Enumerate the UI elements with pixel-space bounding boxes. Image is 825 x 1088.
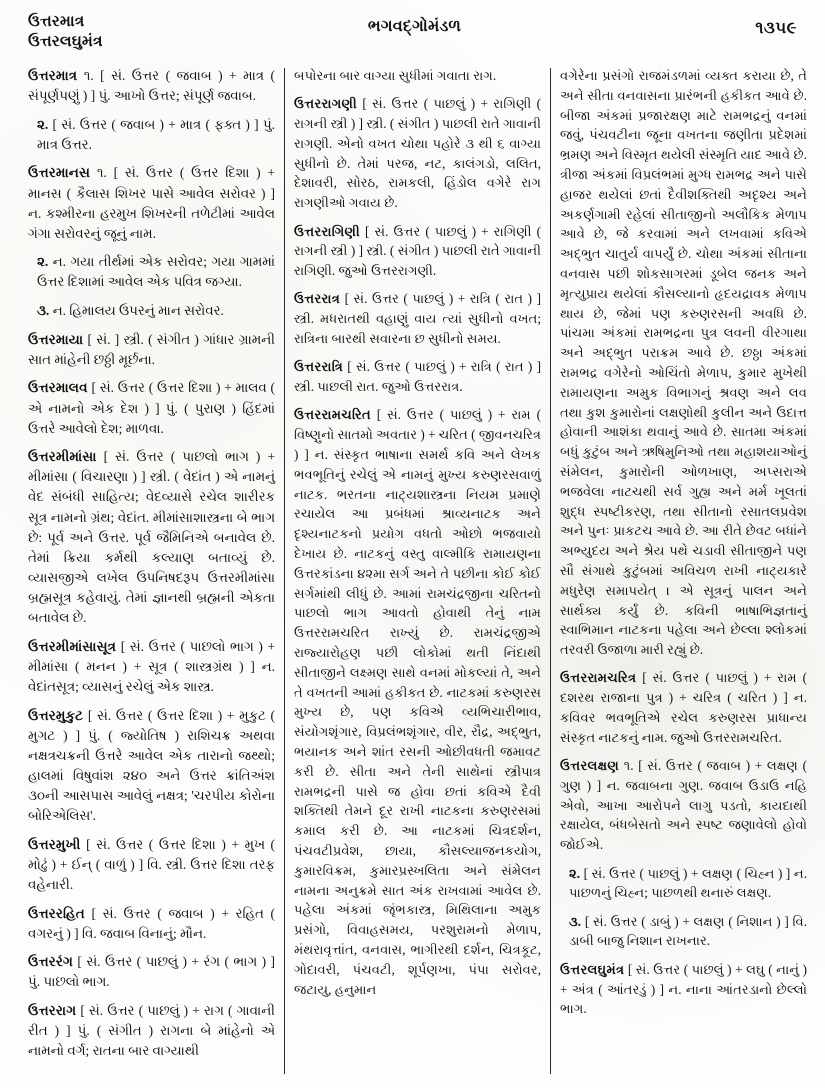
dictionary-entry [294, 357, 541, 397]
dictionary-entry [28, 1001, 275, 1061]
entry-definition: ઉત્તરરહિત [ સં. ઉત્તર ( જવાબ ) + રહિત ( વગરનું ) ] વિ. જવાબ વિનાનું; મૌન. [28, 905, 275, 941]
dictionary-entry [560, 668, 807, 747]
entry-sense: ૩. [ સં. ઉત્તર ( ડાબું ) + લક્ષણ ( નિશાન ) ] વિ. ડાબી બાજુ નિશાન રાખનાર. [569, 913, 807, 949]
entry-definition: ઉત્તરમાનસ ૧. [ સં. ઉત્તર ( ઉત્તર દિશા ) + માનસ ( કૈલાસ શિખર પાસે આવેલ સરોવર ) ] ન. કશ્મીરના હરમુખ શિખરની તળેટીમાં આવેલ ગંગા સરોવરનું જૂનું નામ. [28, 165, 275, 241]
sense-number: ૨. [569, 865, 581, 881]
entry-headword: ઉત્તરરાગિણી [294, 223, 360, 239]
entry-definition: ઉત્તરમુકુટ [ સં. ઉત્તર ( ઉત્તર દિશા ) + મુકુટ ( મુગટ ) ] પું. ( જ્યોતિષ ) રાશિચક્ર અથવા નક્ષત્રચક્રની ઉત્તરે આવેલ એક તારાનો જથ્થો; હાલમાં વિષુવાંશ ૨૪૦ અને ઉત્તર ક્રાંતિઅંશ ૩૦ની આસપાસ આવેલું નક્ષત્ર; 'ચરપીય કોરોના બોરિએલિસ'. [28, 707, 275, 824]
dictionary-entry [28, 447, 275, 628]
book-title: ભગવદ્ગોમંડળ [367, 18, 462, 35]
page-header [18, 10, 811, 66]
entry-definition: ઉત્તરરાગણી [ સં. ઉત્તર ( પાછલું ) + રાગિણી ( રાગની સ્ત્રી ) ] સ્ત્રી. ( સંગીત ) પાછલી રાતે ગાવાની રાગણી. એનો વખત ચોથા પહોરે ૩ થી ૬ વાગ્યા સુધીનો છે. તેમાં પરજ, નટ, કાલંગડો, લલિત, દેશાવરી, સોરઠ, રામકલી, હિંડોલ વગેરે રાગ રાગણીઓ ગવાય છે. [294, 96, 541, 211]
column-1 [18, 66, 284, 1080]
dictionary-entry [28, 904, 275, 944]
column-2 [285, 66, 550, 1080]
page-number: ૧૩૫૯ [755, 18, 797, 37]
sense-number: ૨. [37, 254, 49, 270]
dictionary-entry [28, 66, 275, 155]
entry-sense: ૨. ન. ગયા તીર્થમાં એક સરોવર; ગયા ગામમાં ઉત્તર દિશામાં આવેલ એક પવિત્ર જગ્યા. [37, 254, 275, 290]
entry-headword: ઉત્તરરામચરિત્ર [560, 670, 637, 686]
dictionary-entry [28, 378, 275, 438]
dictionary-entry [560, 756, 807, 951]
entry-definition: ઉત્તરમાલવ [ સં. ઉત્તર ( ઉત્તર દિશા ) + માલવ ( એ નામનો એક દેશ ) ] પું. ( પુરાણ ) હિંદમાં ઉત્તરે આવેલો દેશ; માળવા. [28, 380, 275, 436]
entry-headword: ઉત્તરમાનસ [28, 165, 91, 181]
entry-definition: ઉત્તરમાયા [ સં. ] સ્ત્રી. ( સંગીત ) ગાંધાર ગ્રામની સાત માંહેની છઠ્ઠી મૂર્છના. [28, 331, 275, 367]
dictionary-entry [28, 637, 275, 697]
column-container [18, 66, 811, 1080]
sense-number: ૩. [37, 303, 50, 319]
entry-headword: ઉત્તરરહિત [28, 905, 85, 921]
entry-headword: ઉત્તરમુકુટ [28, 707, 84, 723]
entry-headword: ઉત્તરરાત્ર [294, 291, 341, 307]
entry-definition: ઉત્તરરાગ [ સં. ઉત્તર ( પાછલું ) + રાગ ( ગાવાની રીત ) ] પું. ( સંગીત ) રાગના બે માંહેનો એ નામનો વર્ગ; રાતના બાર વાગ્યાથી [28, 1002, 275, 1059]
sense-number: ૨. [37, 116, 49, 132]
entry-definition: ઉત્તરરંગ [ સં. ઉત્તર ( પાછલું ) + રંગ ( ભાગ ) ] પું. પાછલો ભાગ. [28, 954, 275, 990]
entry-definition: ઉત્તરરામચરિત [ સં. ઉત્તર ( પાછલું ) + રામ ( વિષ્ણુનો સાતમો અવતાર ) + ચરિત ( જીવનચરિત્ર ) ] ન. સંસ્કૃત ભાષાના સમર્થ કવિ અને લેખક ભવભૂતિનું રચેલું એ નામનું મુખ્ય કરુણરસવાળું નાટક. ભરતના નાટ્યશાસ્ત્રના નિયમ પ્રમાણે રચાયેલ આ પ્રબંધમાં શ્રાવ્યનાટક અને દૃશ્યનાટકનો પ્રયોગ વધતો ઓછો ભજવાયો દેખાય છે. નાટકનું વસ્તુ વાલ્મીકિ રામાયણના ઉત્તરકાંડના ૪૨મા સર્ગ અને તે પછીના કોઈ કોઈ સર્ગમાંથી લીધું છે. આમાં રામચંદ્રજીના ચરિતનો પાછલો ભાગ આવતો હોવાથી તેનું નામ ઉત્તરરામચરિત રાખ્યું છે. રામચંદ્રજીએ રાજ્યારોહણ પછી લોકોમાં થતી નિંદાથી સીતાજીને લક્ષ્મણ સાથે વનમાં મોકલ્યાં તે, અને તે વખતની આમાં હકીકત છે. નાટકમાં કરુણરસ મુખ્ય છે, પણ કવિએ વ્યભિચારીભાવ, સંયોગશૃંગાર, વિપ્રલંભશૃંગાર, વીર, રૌદ્ર, અદ્ભુત, ભયાનક અને શાંત રસની ઓછીવધતી જમાવટ કરી છે. સીતા અને તેની સાથેનાં સ્ત્રીપાત્ર રામભદ્રની પાસે જ હોવા છતાં કવિએ દૈવી શક્તિથી તેમને દૂર રાખી નાટકના કરુણરસમાં કમાલ કરી છે. આ નાટકમાં ચિત્રદર્શન, પંચવટીપ્રવેશ, છાયા, કૌસલ્યાજનકયોગ, કુમારવિક્રમ, કુમારપ્રસ્ખલિતા અને સંમેલન નામના અનુક્રમે સાત અંક રાખવામાં આવેલ છે. પહેલા અંકમાં જૃંભકાસ્ત્ર, મિથિલાના અમુક પ્રસંગો, વિવાહસમય, પરશુરામનો મેળાપ, મંથરાવૃત્તાંત, વનવાસ, ભાગીરથી દર્શન, ચિત્રકૂટ, ગોદાવરી, પંચવટી, શૂર્પણખા, પંપા સરોવર, જટાયુ, હનુમાન [294, 407, 542, 997]
column-3 [551, 66, 811, 1080]
entry-definition: ઉત્તરમીમાંસા [ સં. ઉત્તર ( પાછલો ભાગ ) + મીમાંસા ( વિચારણા ) ] સ્ત્રી. ( વેદાંત ) એ નામનું વેદ સંબંધી સાહિત્ય; વેદવ્યાસે રચેલ શારીરક સૂત્ર નામનો ગ્રંથ; વેદાંત. મીમાંસાશાસ્ત્રના બે ભાગ છે: પૂર્વ અને ઉત્તર. પૂર્વ જૈમિનિએ બનાવેલ છે. તેમાં ક્રિયા કર્મથી કલ્યાણ બતાવ્યું છે. વ્યાસજીએ લખેલ ઉપનિષદરૂપ ઉત્તરમીમાંસા બ્રહ્મસૂત્ર કહેવાયું. તેમાં જ્ઞાનથી બ્રહ્મની એકતા બતાવેલ છે. [28, 449, 275, 626]
entry-definition: ઉત્તરમીમાંસાસૂત્ર [ સં. ઉત્તર ( પાછલો ભાગ ) + મીમાંસા ( મનન ) + સૂત્ર ( શાસ્ત્રગ્રંથ ) ] ન. વેદાંતસૂત્ર; વ્યાસનું રચેલું એક શાસ્ત્ર. [28, 638, 275, 694]
dictionary-entry [28, 835, 275, 895]
entry-headword: ઉત્તરલઘુમંત્ર [560, 961, 625, 977]
entry-sense: વગેરેના પ્રસંગો રાજમંડળમાં વ્યક્ત કરાયા છે, તે અને સીતા વનવાસના પ્રારંભની હકીકત આવે છે. બીજા અંકમાં પ્રજારક્ષણ માટે રામભદ્રનું વનમાં જવું, પંચવટીના જૂના વખતના જણીતા પ્રદેશમાં ભ્રમણ અને વિસ્મૃત થયેલી સંસ્મૃતિ યાદ આવે છે. ત્રીજા અંકમાં વિપ્રલંભમાં મુગ્ધ રામભદ્ર અને પાસે હાજર થયેલાં છતાં દૈવીશક્તિથી અદૃશ્ય અને અકર્ણગામી રહેલાં સીતાજીનો અલૌકિક મેળાપ આવે છે, જે કરવામાં અને લખવામાં કવિએ અદ્ભુત ચાતુર્ય વાપર્યું છે. ચોથા અંકમાં સીતાના વનવાસ પછી શોકસાગરમાં ડૂબેલ જનક અને મૃત્યુપ્રાય થયેલાં કૌસલ્યાનો હૃદયદ્રાવક મેળાપ થાય છે, જેમાં પણ કરુણરસની અવધિ છે. પાંચમા અંકમાં રામભદ્રના પુત્ર લવની વીરગાથા અને અદ્ભુત પરાક્રમ આવે છે. છઠ્ઠા અંકમાં રામભદ્ર વગેરેનો ઓચિંતો મેળાપ, કુમાર મુખેથી રામાયણના અમુક વિભાગનું શ્રવણ અને લવ તથા કુશ કુમારોનાં લક્ષણોથી કુલીન અને ઉદાત્ત હોવાની આશંકા થવાનું આવે છે. સાતમા અંકમાં બધું કુટુંબ અને ઋષિમુનિઓ તથા મહાશયાઓનું સંમેલન, કુમારોની ઓળખાણ, અપ્સરાએ ભજવેલા નાટચથી સર્વ ગુહ્ય અને મર્મ ખૂલતાં શુદ્ધ સ્પષ્ટીકરણ, તથા સીતાનો રસાતલપ્રવેશ અને પુનઃ પ્રાકટચ આવે છે. આ રીતે છેવટ બધાંને અભ્યુદય અને શ્રેય પથે ચડાવી સીતાજીને પણ સૌ સંગાથે કુટુંબમાં અવિચળ રાખી નાટ્યકારે મધુરેણ સમાપયેત્ । એ સૂત્રનું પાલન અને સાર્થક્ય કર્યું છે. કવિની ભાષાભિજ્ઞતાનું સ્વાભિમાન નાટકના પહેલા અને છેલ્લા શ્લોકમાં તરવરી ઉજાળા મારી રહ્યું છે. [560, 68, 807, 658]
entry-definition: ઉત્તરમુખી [ સં. ઉત્તર ( ઉત્તર દિશા ) + મુખ ( મોઢું ) + ઈન્ ( વાળું ) ] વિ. સ્ત્રી. ઉત્તર દિશા તરફ વહેનારી. [28, 836, 275, 892]
dictionary-entry [560, 960, 807, 1019]
dictionary-entry [28, 706, 275, 827]
entry-definition: ઉત્તરલક્ષણ ૧. [ સં. ઉત્તર ( જવાબ ) + લક્ષણ ( ગુણ ) ] ન. જવાબના ગુણ. જવાબ ઉડાઉ નહિ એવો, આખા આરોપને લાગુ પડતો, કાયદાથી રક્ષાયેલ, બંધબેસતો અને સ્પષ્ટ જણાવેલો હોવો જોઈએ. [560, 758, 807, 853]
entry-headword: ઉત્તરમુખી [28, 836, 81, 852]
entry-definition: ઉત્તરરાત્રિ [ સં. ઉત્તર ( પાછલું ) + રાત્રિ ( રાત ) ] સ્ત્રી. પાછલી રાત. જુઓ ઉત્તરરાત્ર. [294, 359, 541, 395]
entry-headword: ઉત્તરરાગ [28, 1002, 77, 1018]
entry-headword: ઉત્તરમાલવ [28, 380, 88, 396]
continued-text [560, 66, 807, 660]
sense-number: ૩. [569, 913, 582, 929]
dictionary-entry [294, 222, 541, 281]
entry-definition: ઉત્તરમાત્ર ૧. [ સં. ઉત્તર ( જવાબ ) + માત્ર ( સંપૂર્ણપણું ) ] પું. આખો ઉત્તર; સંપૂર્ણ જવાબ. [28, 68, 275, 104]
entry-headword: ઉત્તરમીમાંસાસૂત્ર [28, 638, 117, 654]
entry-headword: ઉત્તરરંગ [28, 954, 73, 970]
entry-headword: ઉત્તરરામચરિત [294, 407, 371, 423]
dictionary-entry [28, 163, 275, 321]
dictionary-entry [294, 405, 541, 999]
entry-headword: ઉત્તરરાગણી [294, 96, 358, 112]
entry-definition: ઉત્તરલઘુમંત્ર [ સં. ઉત્તર ( પાછલું ) + લઘુ ( નાનું ) + અંત્ર ( આંતરડું ) ] ન. નાના આંતરડાનો છેલ્લો ભાગ. [560, 961, 807, 1017]
guide-word-first: ઉત્તરમાત્ર [28, 13, 85, 30]
entry-headword: ઉત્તરમીમાંસા [28, 449, 97, 465]
entry-sense: ૨. [ સં. ઉત્તર ( પાછલું ) + લક્ષણ ( ચિહ્ન ) ] ન. પાછળનું ચિહ્ન; પાછળથી થનારું લક્ષણ. [569, 865, 807, 901]
dictionary-entry [28, 952, 275, 992]
entry-definition: ઉત્તરરાગિણી [ સં. ઉત્તર ( પાછલું ) + રાગિણી ( રાગની સ્ત્રી ) ] સ્ત્રી. ( સંગીત ) પાછલી રાતે ગાવાની રાગિણી. જુઓ ઉત્તરરાગણી. [294, 223, 541, 279]
dictionary-entry [28, 330, 275, 370]
entry-headword: ઉત્તરલક્ષણ [560, 758, 620, 774]
entry-headword: ઉત્તરરાત્રિ [294, 359, 344, 375]
entry-definition: ઉત્તરરાત્ર [ સં. ઉત્તર ( પાછલું ) + રાત્રિ ( રાત ) ] સ્ત્રી. મધરાતથી વહાણું વાય ત્યાં સુધીનો વખત; રાત્રિના બારથી સવારના છ સુધીનો સમય. [294, 291, 541, 347]
entry-definition: ઉત્તરરામચરિત્ર [ સં. ઉત્તર ( પાછલું ) + રામ ( દશરથ રાજાના પુત્ર ) + ચરિત્ર ( ચરિત ) ] ન. કવિવર ભવભૂતિએ રચેલ કરુણરસ પ્રાધાન્ય સંસ્કૃત નાટકનું નામ. જુઓ ઉત્તરરામચરિત. [560, 670, 807, 745]
entry-headword: ઉત્તરમાત્ર [28, 68, 78, 83]
entry-sense: ૨. [ સં. ઉત્તર ( જવાબ ) + માત્ર ( ફક્ત ) ] પું. માત્ર ઉત્તર. [37, 116, 275, 152]
guide-word-last: ઉત્તરલઘુમંત્ર [28, 33, 103, 51]
dictionary-entry [294, 94, 541, 213]
entry-sense: બપોરના બાર વાગ્યા સુધીમાં ગવાતા રાગ. [294, 68, 497, 83]
entry-headword: ઉત્તરમાયા [28, 331, 84, 347]
entry-sense: ૩. ન. હિમાલય ઉપરનું માન સરોવર. [37, 303, 224, 319]
dictionary-entry [294, 289, 541, 348]
continued-text [294, 66, 541, 86]
